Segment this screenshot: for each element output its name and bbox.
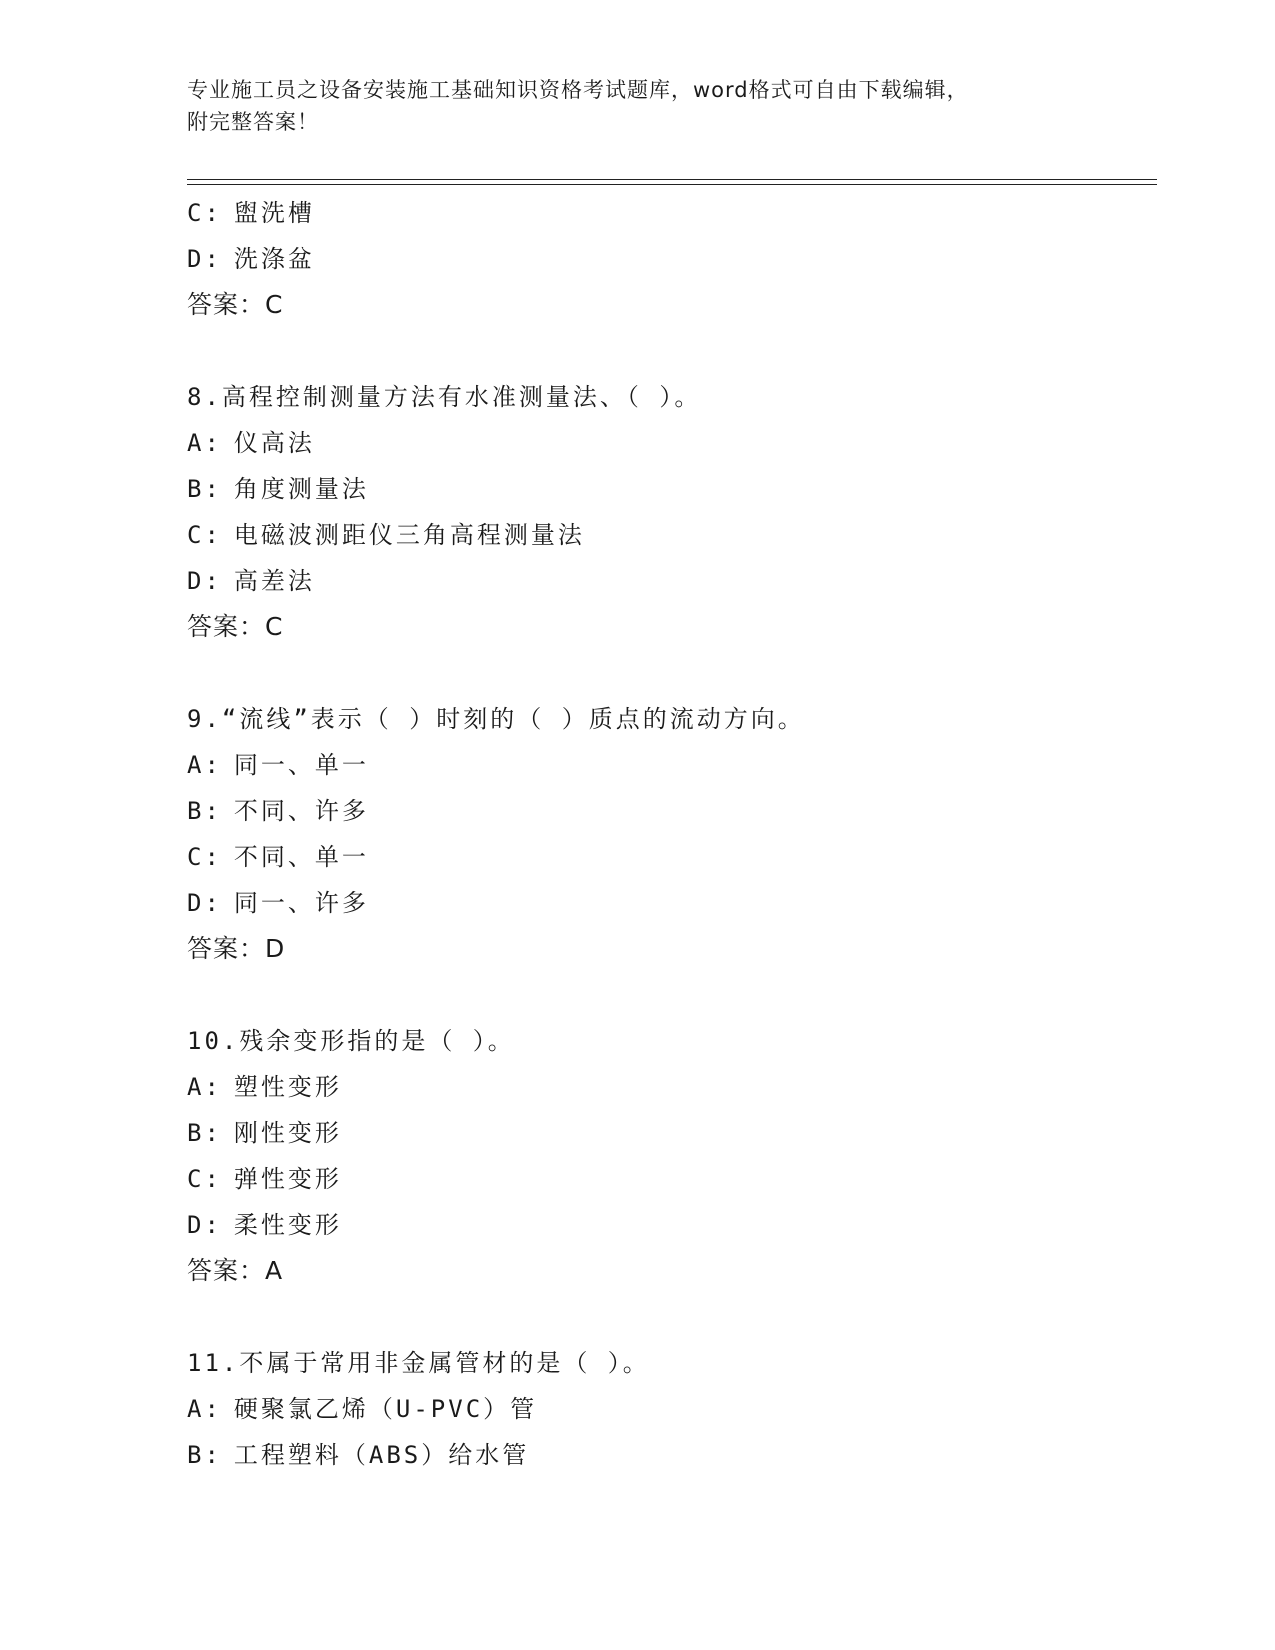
question-stem: 10.残余变形指的是（ ）。 [187,1027,515,1055]
option-line [187,1202,1167,1248]
option-line [187,466,1167,512]
option-label: A: [187,751,222,779]
question-list [187,190,1167,1478]
option-text: 塑性变形 [233,1073,342,1101]
spacer [187,328,1167,374]
option-line [187,1432,1167,1478]
option-text: 硬聚氯乙烯（U-PVC）管 [233,1395,538,1423]
option-line [187,190,1167,236]
question-block [187,696,1167,972]
option-label: B: [187,797,222,825]
spacer [187,1294,1167,1340]
header-rule-bottom [187,184,1157,185]
header-line-1: 专业施工员之设备安装施工基础知识资格考试题库，word格式可自由下载编辑， [187,78,969,102]
option-line [187,558,1167,604]
option-line [187,420,1167,466]
answer-label: 答案： [187,934,266,963]
option-label: C: [187,1165,222,1193]
spacer [187,650,1167,696]
answer-line [187,926,1167,972]
option-line [187,788,1167,834]
option-label: C: [187,521,222,549]
option-label: C: [187,843,222,871]
option-line [187,880,1167,926]
answer-line [187,1248,1167,1294]
option-text: 电磁波测距仪三角高程测量法 [233,521,585,549]
question-stem: 8.高程控制测量方法有水准测量法、（ ）。 [187,383,702,411]
answer-value: C [265,612,284,641]
question-block [187,1340,1167,1478]
answer-line [187,282,1167,328]
option-text: 不同、许多 [233,797,369,825]
option-text: 洗涤盆 [233,245,315,273]
option-text: 同一、单一 [233,751,369,779]
option-text: 工程塑料（ABS）给水管 [233,1441,530,1469]
option-line [187,742,1167,788]
option-label: B: [187,1441,222,1469]
option-line [187,1386,1167,1432]
option-text: 弹性变形 [233,1165,342,1193]
option-line [187,236,1167,282]
option-label: A: [187,1395,222,1423]
option-label: A: [187,429,222,457]
document-header [187,74,1087,138]
question-block [187,1018,1167,1294]
option-label: B: [187,1119,222,1147]
option-text: 柔性变形 [233,1211,342,1239]
header-rule-top [187,179,1157,180]
option-text: 刚性变形 [233,1119,342,1147]
option-label: B: [187,475,222,503]
answer-value: D [265,934,286,963]
answer-label: 答案： [187,1256,266,1285]
option-line [187,512,1167,558]
question-stem: 11.不属于常用非金属管材的是（ ）。 [187,1349,650,1377]
header-line-2: 附完整答案！ [187,110,319,134]
answer-line [187,604,1167,650]
answer-label: 答案： [187,290,266,319]
option-text: 高差法 [233,567,315,595]
option-label: D: [187,1211,222,1239]
option-line [187,1156,1167,1202]
option-text: 仪高法 [233,429,315,457]
answer-value: A [265,1256,284,1285]
option-label: C: [187,199,222,227]
option-label: A: [187,1073,222,1101]
option-label: D: [187,889,222,917]
option-label: D: [187,245,222,273]
answer-label: 答案： [187,612,266,641]
option-line [187,834,1167,880]
option-line [187,1110,1167,1156]
option-line [187,1064,1167,1110]
option-text: 盥洗槽 [233,199,315,227]
option-text: 不同、单一 [233,843,369,871]
spacer [187,972,1167,1018]
question-block [187,374,1167,650]
option-text: 同一、许多 [233,889,369,917]
question-stem: 9.“流线”表示（ ）时刻的（ ）质点的流动方向。 [187,705,805,733]
option-label: D: [187,567,222,595]
question-block-continued [187,190,1167,328]
answer-value: C [265,290,284,319]
option-text: 角度测量法 [233,475,369,503]
